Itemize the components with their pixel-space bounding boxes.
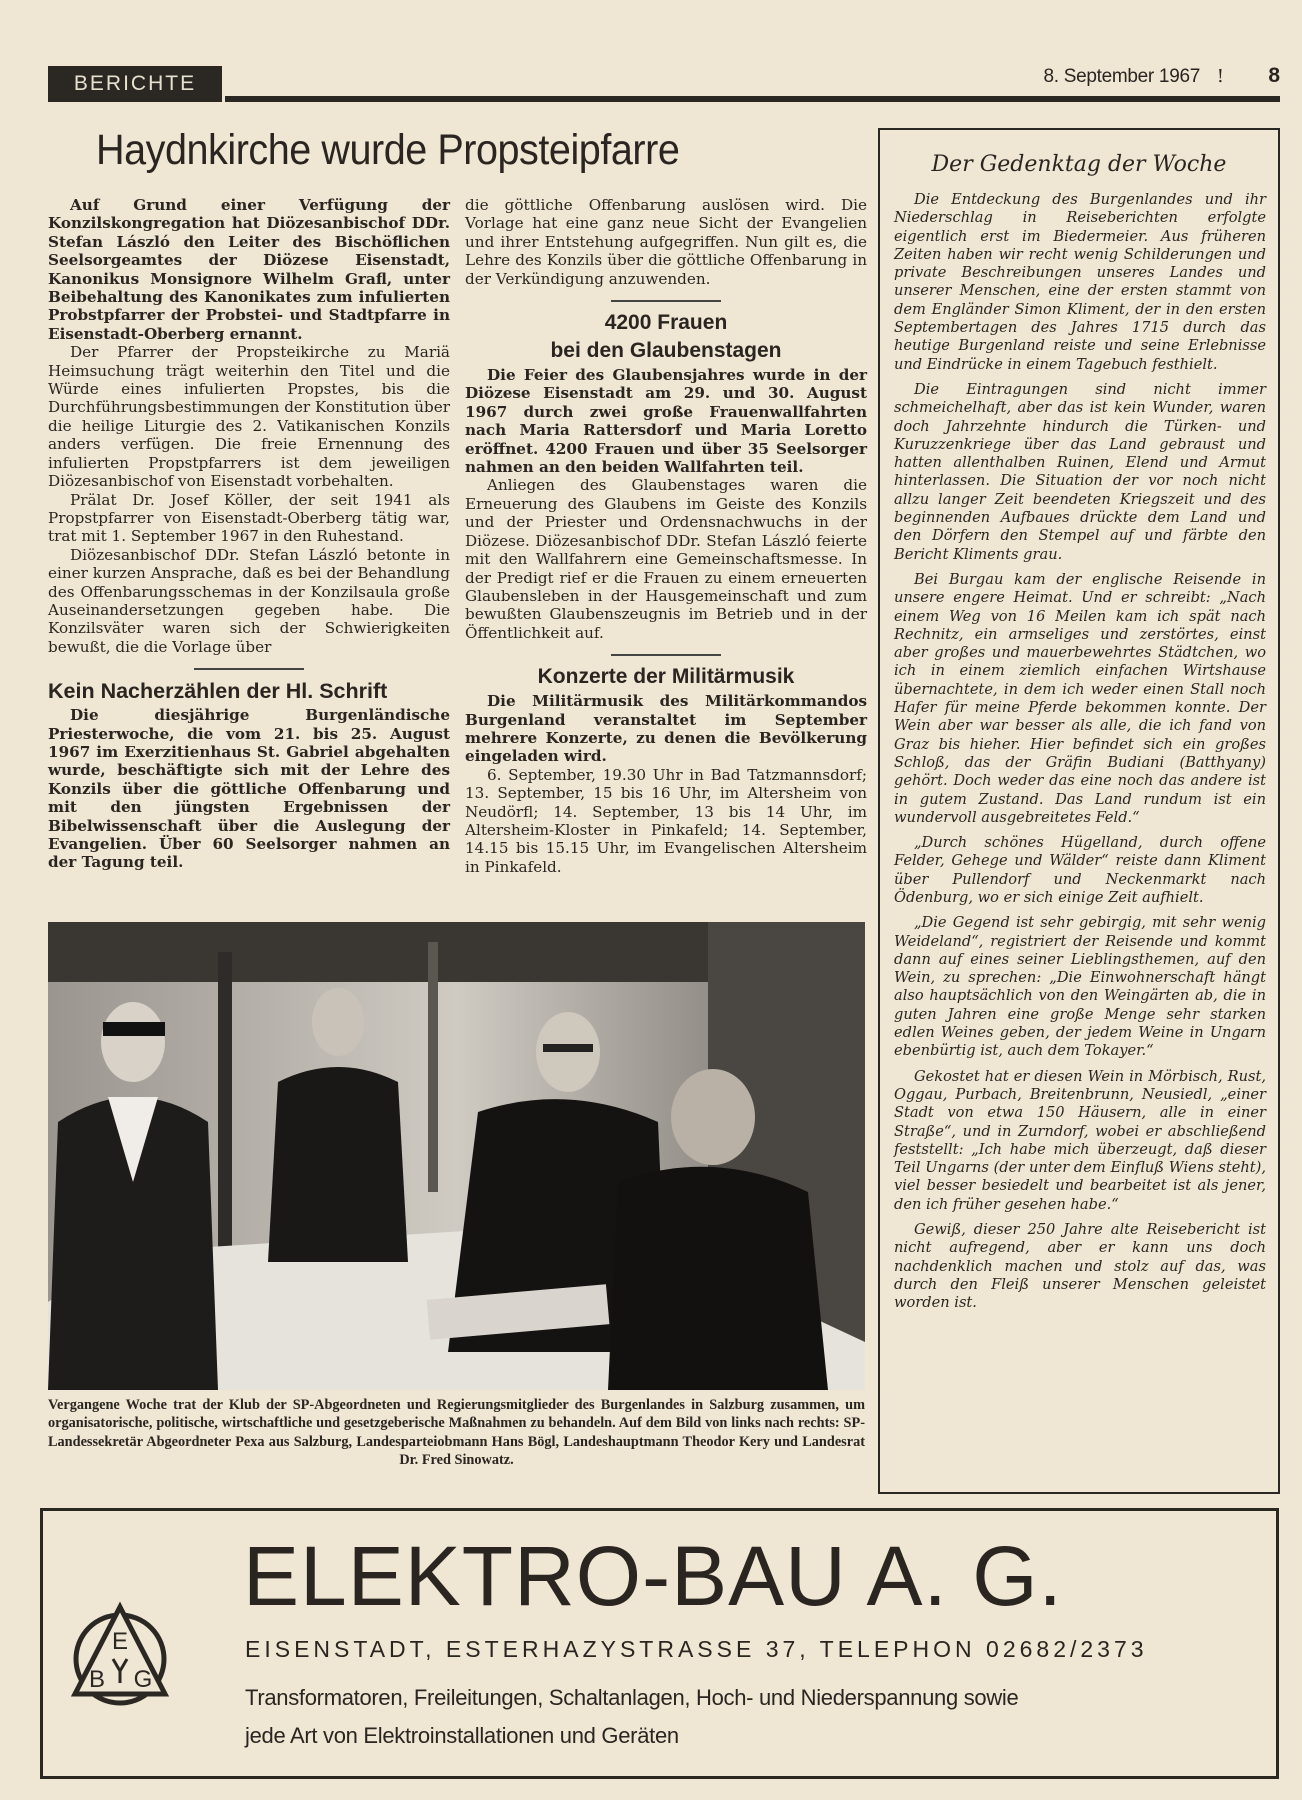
sidebar-paragraph: Bei Burgau kam der englische Reisende in unsere engere Heimat. Und er schreibt: „Nach einem Weg von 16 Meilen kam ich spät nach Rechnitz, ein armseliges und zerstörtes, einst aber großes und mauerbewehrtes Städtchen, wo ich in einem ziemlich einfachen Wirtshause übernachtete, in dem ich weder einen Stall noch Hafer für meine Pferde bekommen konnte. Der Wein aber war besser als alle, die ich fand von Graz bis hieher. Hier befindet sich ein großes Schloß, das der Gräfin Budiani (Batthyany) gehört. Doch weder das eine noch das andere ist in gutem Zustand. Das Land rundum ist ein wundervoll ausgebreitetes Feld.“ <box>894 570 1266 826</box>
company-logo-icon <box>65 1599 175 1709</box>
article-paragraph: Prälat Dr. Josef Köller, der seit 1941 als Propstpfarrer von Eisenstadt-Oberberg tätig war, trat mit 1. September 1967 in den Ruhestand. <box>48 490 450 546</box>
sidebar-paragraph: „Durch schönes Hügelland, durch offene Felder, Gehege und Wälder“ reiste dann Kliment über Pullendorf und Neckenmarkt nach Ödenburg, wo er sich einige Zeit aufhielt. <box>894 834 1266 906</box>
sidebar-paragraph: Die Eintragungen sind nicht immer schmeichelhaft, aber das ist kein Wunder, waren doch Jahrzehnte hindurch die Türken- und Kuruzzenkriege über das Land gebraust und hatten allenthalben Ruinen, Elend und Armut hinterlassen. Die Situation der vor noch nicht allzu langer Zeit beendeten Kriegszeit und des beginnenden Aufbaues drückte dem Land und den Dörfern den Stempel auf und färbte den Bericht Kliments grau. <box>894 380 1266 563</box>
column-left <box>48 196 450 872</box>
sidebar-text <box>880 191 1278 1313</box>
svg-text:E: E <box>111 1628 129 1655</box>
article-headline: Kein Nacherzählen der Hl. Schrift <box>48 679 388 704</box>
photo-image <box>48 922 865 1390</box>
news-photo <box>48 922 865 1390</box>
article-headline: 4200 Frauen <box>604 311 728 335</box>
article-paragraph: Anliegen des Glaubenstages waren die Erneuerung des Glaubens im Geiste des Konzils und der Priester und Ordensnachwuchs in der Diözese. Diözesanbischof DDr. Stefan László feierte mit den Wallfahrern eine Gemeinschaftsmesse. In der Predigt rief er die Frauen zu einem erneuerten Glaubensleben in der Hausgemeinschaft und zum bewußten Glaubenszeugnis im Betrieb und in der Öffentlichkeit auf. <box>465 476 867 642</box>
column-middle <box>465 196 867 876</box>
article-lead: Die Feier des Glaubensjahres wurde in der Diözese Eisenstadt am 29. und 30. August 1967 durch zwei große Frauenwallfahrten nach Maria Rattersdorf und Maria Loretto eröffnet. 4200 Frauen und über 35 Seelsorger nahmen an den beiden Wallfahrten teil. <box>465 366 867 477</box>
article-paragraph: Diözesanbischof DDr. Stefan László betonte in einer kurzen Ansprache, daß es bei der Behandlung des Offenbarungsschemas in der Konzilsaula große Auseinandersetzungen gegeben habe. Die Konzilsväter waren sich der Schwierigkeiten bewußt, die die Vorlage über <box>48 545 450 656</box>
divider <box>194 668 304 670</box>
header-separator: ! <box>1216 66 1224 87</box>
article-paragraph: die göttliche Offenbarung auslösen wird. Die Vorlage hat eine ganz neue Sicht der Evangelien und ihrer Entstehung aufgegriffen. Nun gilt es, die Lehre des Konzils über die göttliche Offenbarung in der Verkündigung anzuwenden. <box>465 196 867 288</box>
svg-text:B: B <box>88 1666 106 1693</box>
company-address: EISENSTADT, ESTERHAZYSTRASSE 37, TELEPHON 02682/2373 <box>245 1636 1148 1662</box>
company-name: ELEKTRO-BAU A. G. <box>243 1529 1063 1623</box>
article-lead: Auf Grund einer Verfügung der Konzilskongregation hat Diözesanbischof DDr. Stefan László den Leiter des Bischöflichen Seelsorgeamtes der Diözese Eisenstadt, Kanonikus Monsignore Wilhelm Grafl, unter Beibehaltung des Kanonikates zum infulierten Probstpfarrer der Probstei- und Stadtpfarre in Eisenstadt-Oberberg ernannt. <box>48 196 450 343</box>
section-tag: BERICHTE <box>48 66 222 102</box>
article-lead: Die diesjährige Burgenländische Priesterwoche, die vom 21. bis 25. August 1967 im Exerzitienhaus St. Gabriel abgehalten wurde, beschäftigte sich mit der Lehre des Konzils über die göttliche Offenbarung und mit den jüngsten Ergebnissen der Bibelwissenschaft über die Auslegung der Evangelien. Über 60 Seelsorger nahmen an der Tagung teil. <box>48 706 450 872</box>
divider <box>611 654 721 656</box>
article-paragraph: Der Pfarrer der Propsteikirche zu Mariä Heimsuchung trägt weiterhin den Titel und die Würde eines infulierten Propstes, bis die Durchführungsbestimmungen der Konstitution über die heilige Liturgie des 2. Vatikanischen Konzils anders verfügen. Die freie Ernennung des infulierten Propstpfarrers ist dem jeweiligen Diözesanbischof von Eisenstadt vorbehalten. <box>48 343 450 491</box>
description-line: Transformatoren, Freileitungen, Schaltanlagen, Hoch- und Niederspannung sowie <box>245 1685 1019 1710</box>
sidebar-title: Der Gedenktag der Woche <box>931 152 1227 177</box>
article-headline: Haydnkirche wurde Propsteipfarre <box>96 126 680 174</box>
article-headline: Konzerte der Militärmusik <box>537 665 795 689</box>
sidebar-paragraph: Gekostet hat er diesen Wein in Mörbisch, Rust, Oggau, Purbach, Breitenbrunn, Neusiedl, „einer Stadt von etwa 150 Häusern, alle in einer Straße“, und in Zurndorf, wobei er abschließend feststellt: „Ich habe mich überzeugt, daß dieser Teil Ungarns (der unter dem Einfluß Wiens steht), viel besser besiedelt und bearbeitet ist als jener, den ich früher gesehen habe.“ <box>894 1067 1266 1213</box>
article-lead: Die Militärmusik des Militärkommandos Burgenland veranstaltet im September mehrere Konzerte, zu denen die Bevölkerung eingeladen wird. <box>465 692 867 766</box>
header-rule <box>225 96 1280 102</box>
sidebar-box <box>878 128 1280 1494</box>
article-headline-line2: bei den Glaubenstagen <box>550 339 782 363</box>
divider <box>611 300 721 302</box>
sidebar-paragraph: „Die Gegend ist sehr gebirgig, mit sehr wenig Weideland“, registriert der Reisende und kommt dann auf eines seiner Lieblingsthemen, auf den Wein, zu sprechen: „Die Einwohnerschaft hängt also hauptsächlich von den Weingärten ab, die in guten Jahren eine große Menge sehr starken edlen Weines geben, der jedem Weine in Ungarn ebenbürtig ist, auch dem Tokayer.“ <box>894 914 1266 1060</box>
page-number: 8 <box>1268 64 1280 87</box>
company-description <box>245 1679 1018 1755</box>
sidebar-paragraph: Die Entdeckung des Burgenlandes und ihr Niederschlag in Reiseberichten erfolgte eigentlich erst im Biedermeier. Aus früheren Zeiten haben wir recht wenig Schilderungen und private Beschreibungen unseres Landes und unserer Menschen, eine der ersten stammt von dem Engländer Simon Kliment, der in den ersten Septembertagen des Jahres 1715 durch das heutige Burgenland reiste und seine Erlebnisse und Eindrücke in einem Tagebuch festhielt. <box>894 191 1266 373</box>
article-paragraph: 6. September, 19.30 Uhr in Bad Tatzmannsdorf; 13. September, 15 bis 16 Uhr, im Altersheim von Neudörfl; 14. September, 13 bis 14 Uhr, im Altersheim-Kloster in Pinkafeld; 14. September, 14.15 bis 15.15 Uhr, im Evangelischen Altersheim in Pinkafeld. <box>465 765 867 876</box>
sidebar-paragraph: Gewiß, dieser 250 Jahre alte Reisebericht ist nicht aufregend, aber er kann uns doch nachdenklich machen und stolz auf das, was durch den Fleiß unserer Menschen geleistet worden ist. <box>894 1221 1266 1312</box>
issue-date: 8. September 1967 <box>1043 66 1200 87</box>
description-line: jede Art von Elektroinstallationen und Geräten <box>245 1723 679 1748</box>
advertisement <box>40 1508 1279 1779</box>
photo-caption: Vergangene Woche trat der Klub der SP-Abgeordneten und Regierungsmitglieder des Burgenlandes in Salzburg zusammen, um organisatorische, politische, wirtschaftliche und gesetzgeberische Maßnahmen zu behandeln. Auf dem Bild von links nach rechts: SP-Landessekretär Abgeordneter Pexa aus Salzburg, Landesparteiobmann Hans Bögl, Landeshauptmann Theodor Kery und Landesrat Dr. Fred Sinowatz. <box>48 1397 865 1469</box>
svg-text:G: G <box>133 1666 153 1693</box>
